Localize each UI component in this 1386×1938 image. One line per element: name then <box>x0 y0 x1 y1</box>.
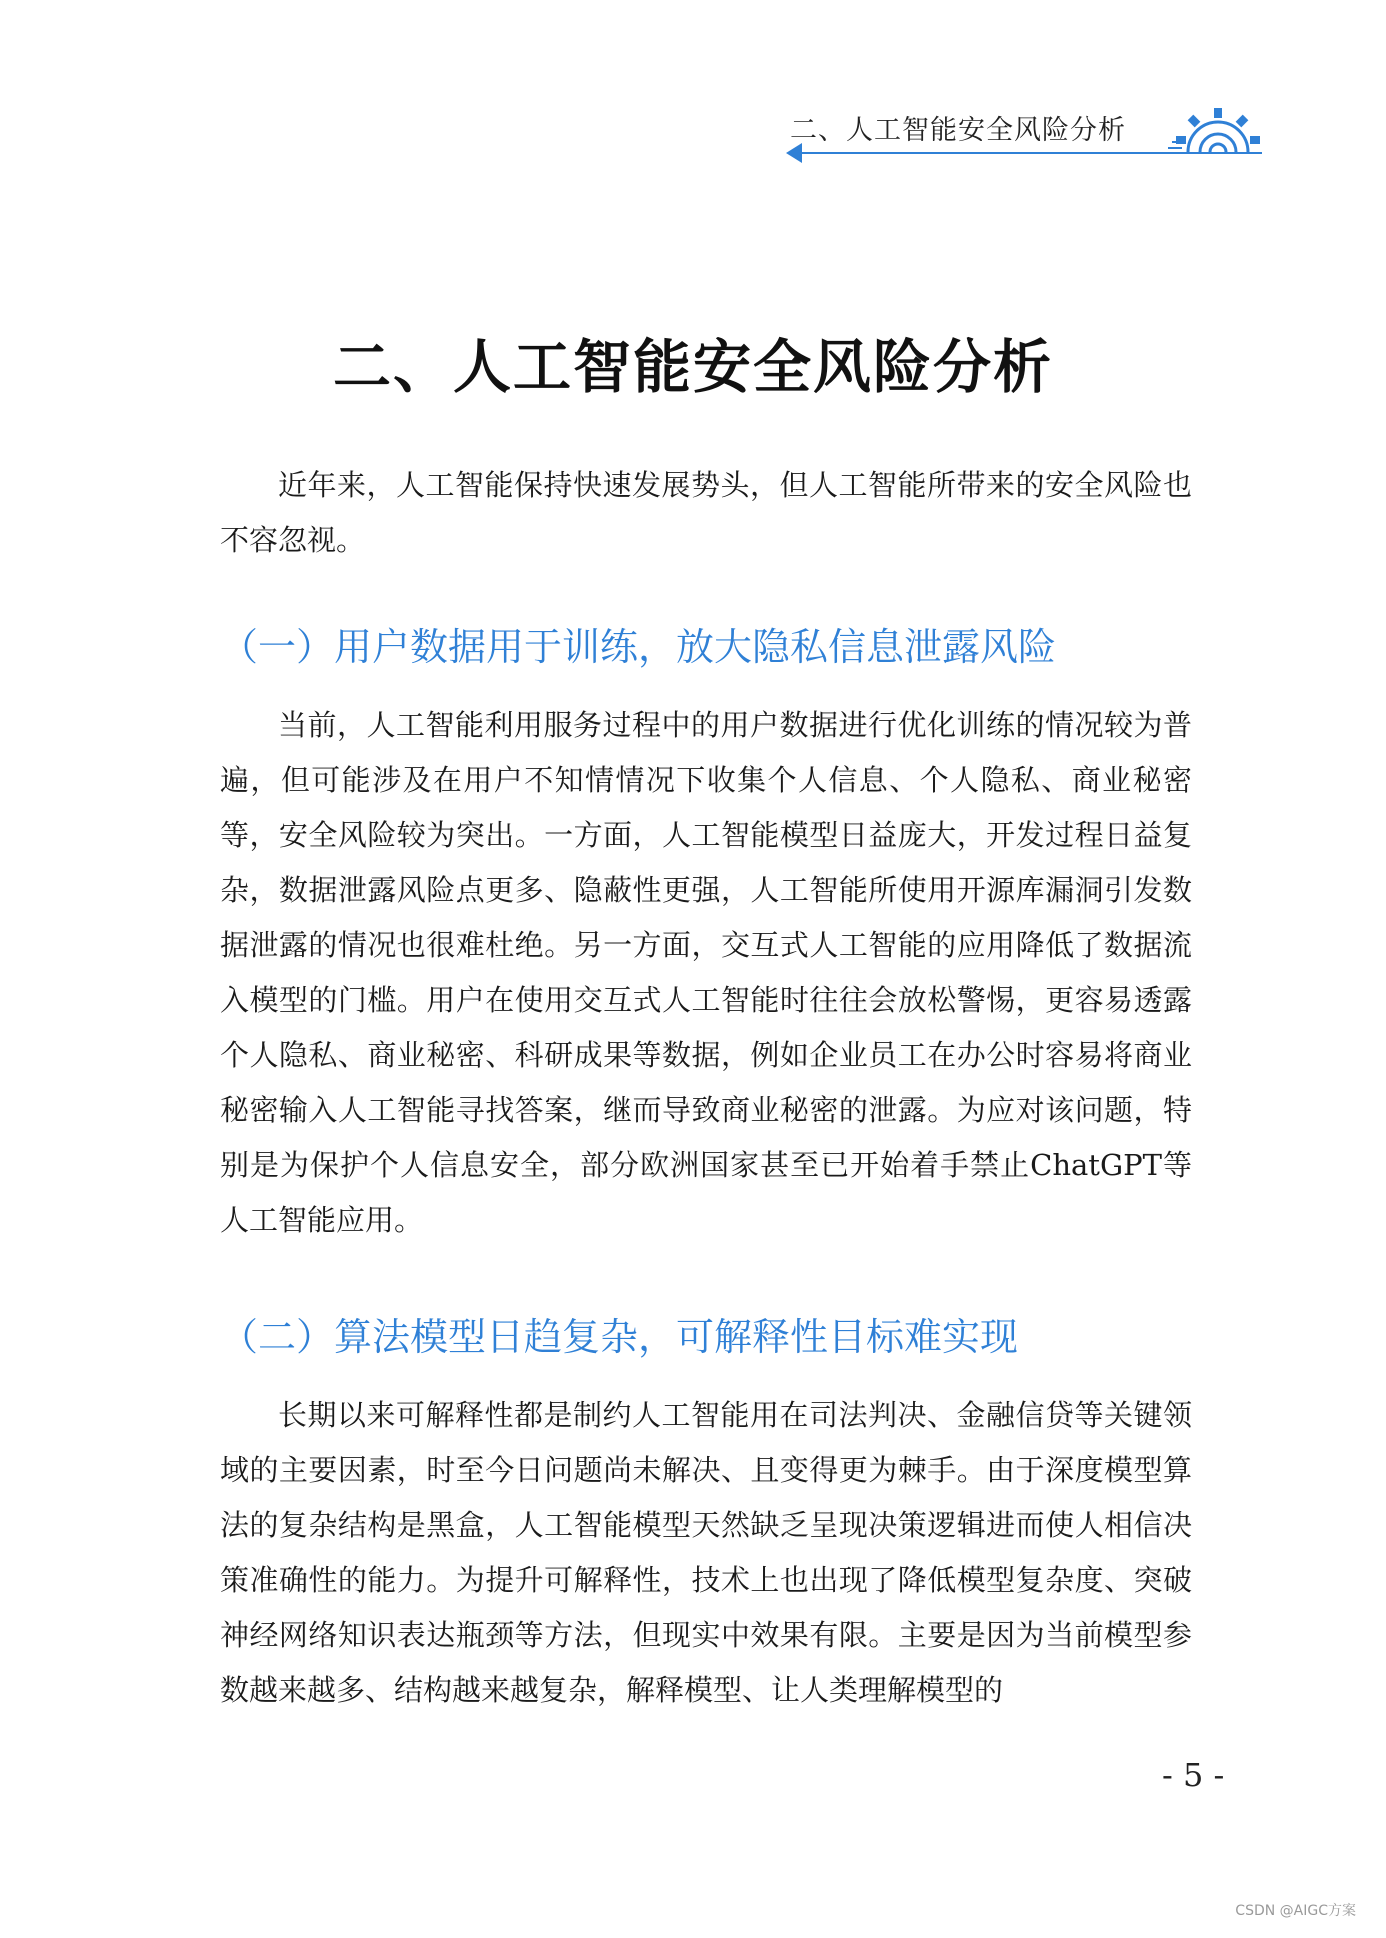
section-heading-1: （一）用户数据用于训练，放大隐私信息泄露风险 <box>220 625 1057 669</box>
section-heading-2: （二）算法模型日趋复杂，可解释性目标难实现 <box>220 1315 1019 1359</box>
watermark: CSDN @AIGC方案 <box>1235 1903 1356 1919</box>
page-title: 二、人工智能安全风险分析 <box>332 333 1053 401</box>
section-paragraph-1: 当前，人工智能利用服务过程中的用户数据进行优化训练的情况较为普遍，但可能涉及在用户不知情情况下收集个人信息、个人隐私、商业秘密等，安全风险较为突出。一方面，人工智能模型日益庞大，开发过程日益复杂，数据泄露风险点更多、隐蔽性更强，人工智能所使用开源库漏洞引发数据泄露的情况也很难杜绝。另一方面，交互式人工智能的应用降低了数据流入模型的门槛。用户在使用交互式人工智能时往往会放松警惕，更容易透露个人隐私、商业秘密、科研成果等数据，例如企业员工在办公时容易将商业秘密输入人工智能寻找答案，继而导致商业秘密的泄露。为应对该问题，特别是为保护个人信息安全，部分欧洲国家甚至已开始着手禁止ChatGPT等人工智能应用。 <box>220 708 1192 1237</box>
running-header-title: 二、人工智能安全风险分析 <box>790 115 1126 146</box>
intro-paragraph: 近年来，人工智能保持快速发展势头，但人工智能所带来的安全风险也不容忽视。 <box>220 468 1192 557</box>
section-paragraph-2: 长期以来可解释性都是制约人工智能用在司法判决、金融信贷等关键领域的主要因素，时至今日问题尚未解决、且变得更为棘手。由于深度模型算法的复杂结构是黑盒，人工智能模型天然缺乏呈现决策逻辑进而使人相信决策准确性的能力。为提升可解释性，技术上也出现了降低模型复杂度、突破神经网络知识表达瓶颈等方法，但现实中效果有限。主要是因为当前模型参数越来越多、结构越来越复杂，解释模型、让人类理解模型的 <box>220 1398 1192 1707</box>
gear-icon <box>1168 104 1268 156</box>
page-number: - 5 - <box>1162 1756 1225 1794</box>
